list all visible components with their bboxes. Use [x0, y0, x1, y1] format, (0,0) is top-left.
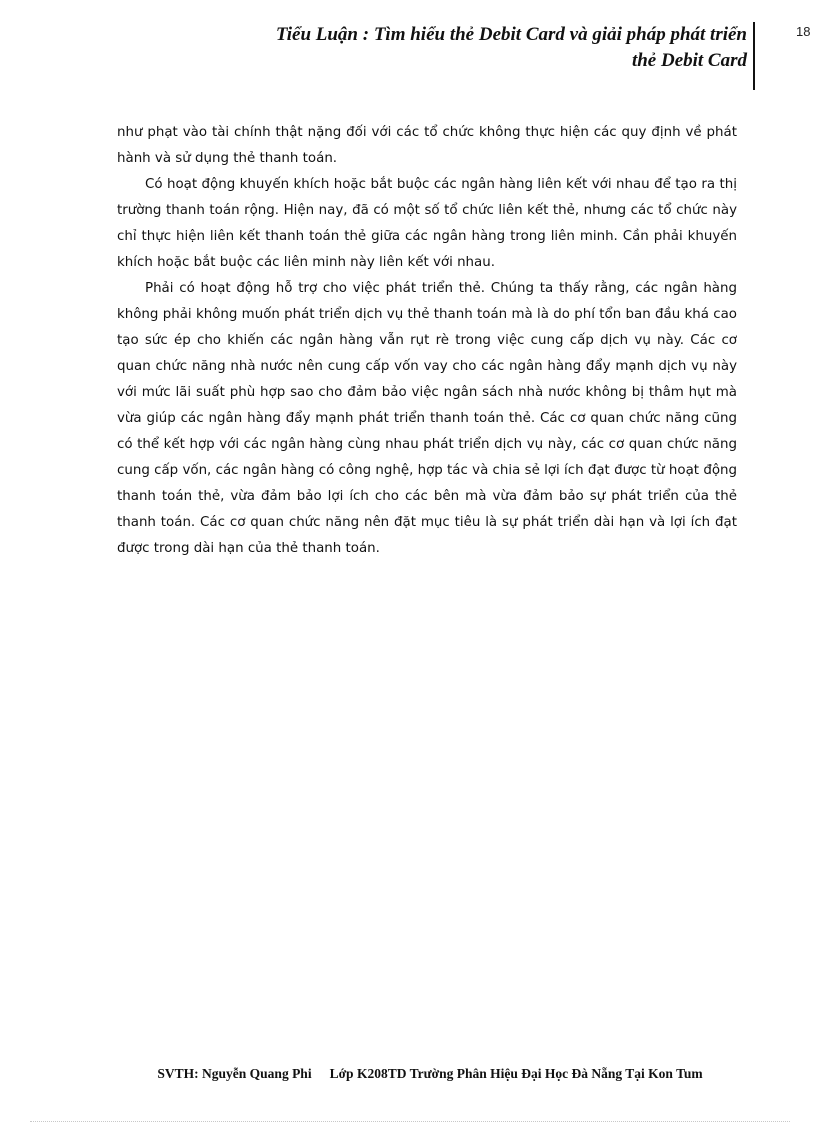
footer-class-school: Lớp K208TD Trường Phân Hiệu Đại Học Đà Nẵng Tại Kon Tum — [329, 1066, 703, 1081]
header-divider — [753, 22, 755, 90]
page-number: 18 — [796, 24, 811, 39]
paragraph-linking-banks: Có hoạt động khuyến khích hoặc bắt buộc các ngân hàng liên kết với nhau để tạo ra thị trường thanh toán rộng. Hiện nay, đã có một số tổ chức liên kết thẻ, nhưng các tổ chức này chỉ thực hiện liên kết thanh toán thẻ giữa các ngân hàng trong liên minh. Cần phải khuyến khích hoặc bắt buộc các liên minh này liên kết với nhau. — [117, 177, 737, 270]
paragraph-support-activities: Phải có hoạt động hỗ trợ cho việc phát triển thẻ. Chúng ta thấy rằng, các ngân hàng không phải không muốn phát triển dịch vụ thẻ thanh toán mà là do phí tổn ban đầu khá cao tạo sức ép cho khiến các ngân hàng vẫn rụt rè trong việc cung cấp dịch vụ này. Các cơ quan chức năng nhà nước nên cung cấp vốn vay cho các ngân hàng đẩy mạnh dịch vụ này với mức lãi suất phù hợp sao cho đảm bảo việc ngân sách nhà nước không bị thâm hụt mà vừa giúp các ngân hàng đẩy mạnh phát triển thanh toán thẻ. Các cơ quan chức năng cũng có thể kết hợp với các ngân hàng cùng nhau phát triển dịch vụ này, các cơ quan chức năng cung cấp vốn, các ngân hàng có công nghệ, hợp tác và chia sẻ lợi ích đạt được từ hoạt động thanh toán thẻ, vừa đảm bảo lợi ích cho các bên mà vừa đảm bảo sự phát triển của thẻ thanh toán. Các cơ quan chức năng nên đặt mục tiêu là sự phát triển dài hạn và lợi ích đạt được trong dài hạn của thẻ thanh toán. — [117, 281, 737, 556]
paragraph-continuation: như phạt vào tài chính thật nặng đối với các tổ chức không thực hiện các quy định về phát hành và sử dụng thẻ thanh toán. — [117, 125, 737, 166]
header-title-line2: thẻ Debit Card — [631, 50, 747, 71]
header-title-line1: Tiểu Luận : Tìm hiểu thẻ Debit Card và giải pháp phát triển — [275, 24, 747, 45]
page-header — [180, 22, 747, 74]
footer-student: SVTH: Nguyễn Quang Phi — [157, 1066, 312, 1081]
page-footer — [90, 1066, 770, 1082]
document-body — [117, 120, 737, 562]
footer-dotted-rule — [30, 1121, 790, 1122]
